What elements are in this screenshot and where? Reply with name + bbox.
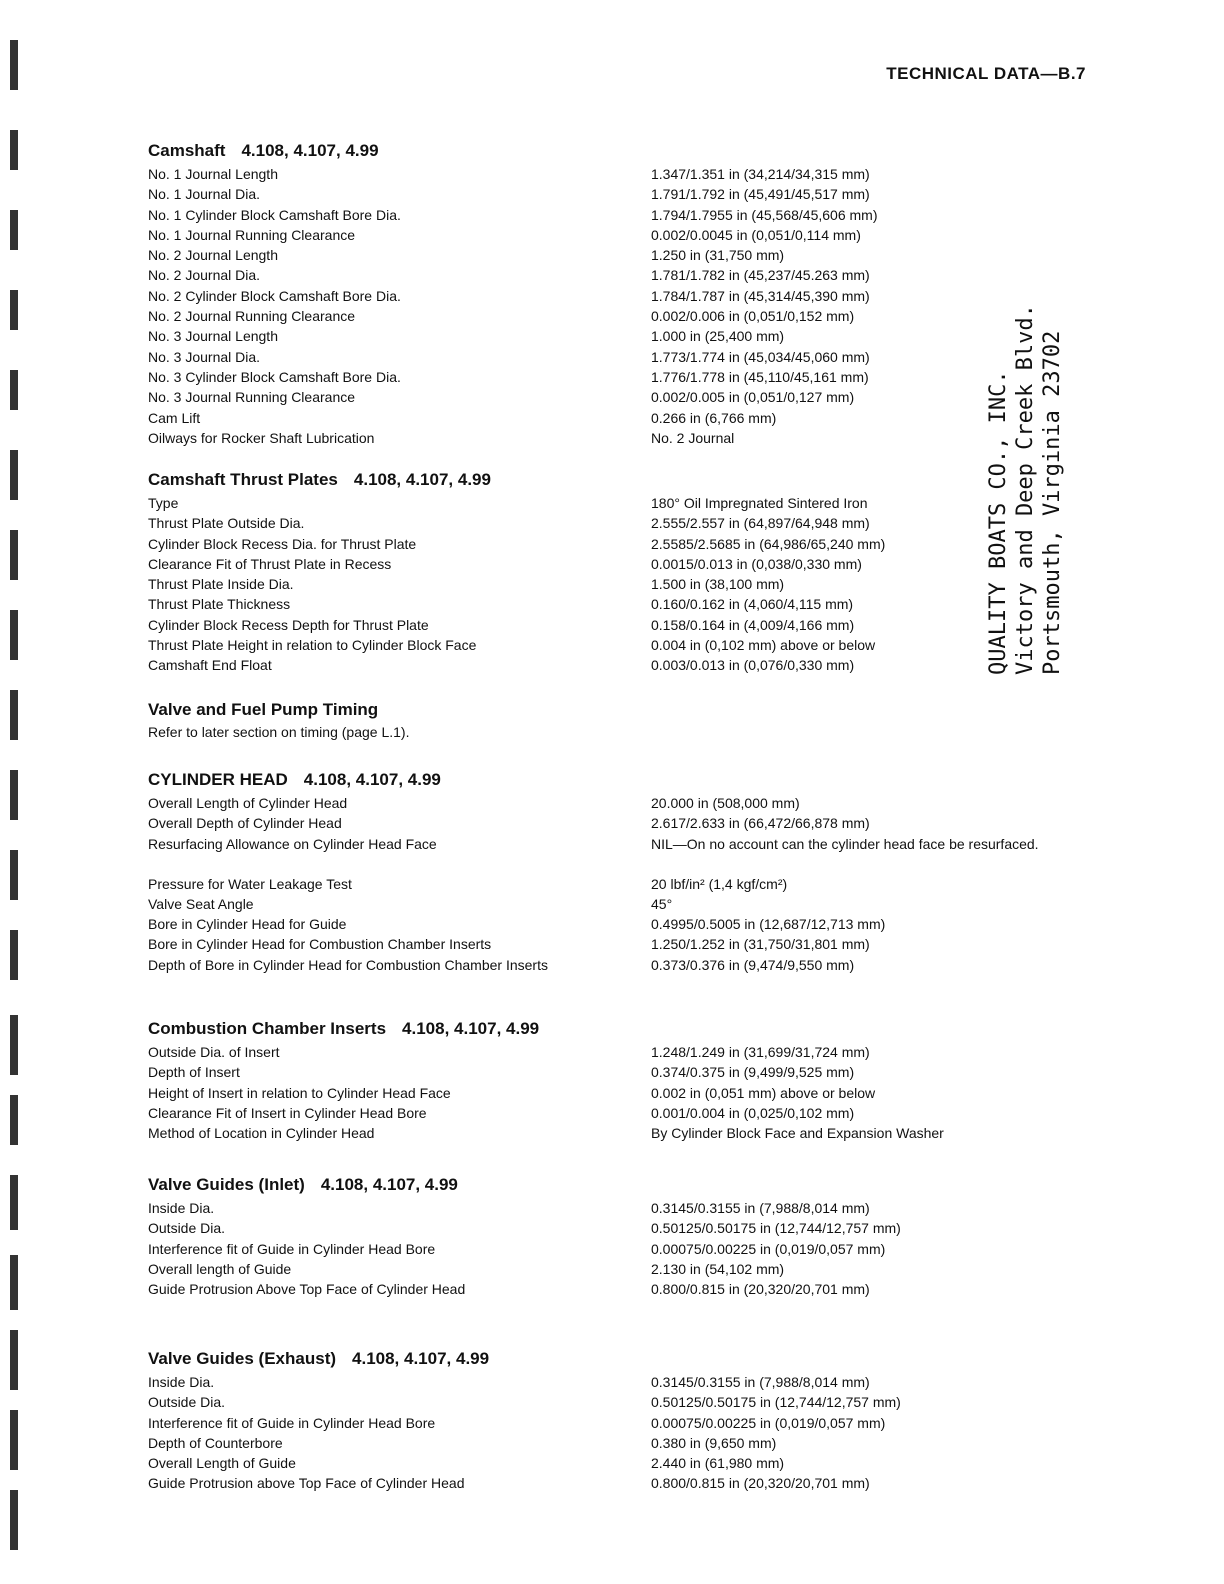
- spec-rows: [148, 493, 1108, 676]
- spec-value: 0.002/0.005 in (0,051/0,127 mm): [651, 389, 855, 406]
- spec-row: [148, 387, 1108, 407]
- spec-value: 0.160/0.162 in (4,060/4,115 mm): [651, 596, 854, 613]
- spec-row: [148, 1042, 1108, 1062]
- spec-value: 0.800/0.815 in (20,320/20,701 mm): [651, 1281, 870, 1298]
- spec-label: Oilways for Rocker Shaft Lubrication: [148, 429, 375, 446]
- spec-value: 0.158/0.164 in (4,009/4,166 mm): [651, 616, 855, 633]
- spec-label: Thrust Plate Thickness: [148, 596, 291, 613]
- section-camshaft: [148, 138, 1108, 448]
- page-header: TECHNICAL DATA—B.7: [886, 64, 1086, 83]
- spec-label: Interference fit of Guide in Cylinder Head Bore: [148, 1414, 436, 1431]
- section-valve-guides-inlet: [148, 1172, 1108, 1319]
- spec-value: 1.250 in (31,750 mm): [651, 247, 785, 264]
- spec-value: 2.617/2.633 in (66,472/66,878 mm): [651, 815, 870, 832]
- spec-value: 180° Oil Impregnated Sintered Iron: [651, 495, 868, 511]
- spec-value: 1.248/1.249 in (31,699/31,724 mm): [651, 1044, 870, 1060]
- section-camshaft-thrust-plates: [148, 467, 1108, 676]
- spec-value: 0.004 in (0,102 mm) above or below: [651, 637, 876, 654]
- spec-label: Inside Dia.: [148, 1200, 215, 1216]
- spec-value: 1.000 in (25,400 mm): [651, 328, 785, 345]
- spec-label: Pressure for Water Leakage Test: [148, 875, 352, 892]
- scan-margin-mark: [10, 930, 18, 980]
- stamp-line: Victory and Deep Creek Blvd.: [1013, 304, 1038, 675]
- spec-label: Bore in Cylinder Head for Guide: [148, 916, 347, 933]
- spec-value: 0.3145/0.3155 in (7,988/8,014 mm): [651, 1374, 870, 1390]
- spec-value: 1.773/1.774 in (45,034/45,060 mm): [651, 348, 870, 365]
- spec-value: 45°: [651, 895, 673, 912]
- spec-label: Outside Dia.: [148, 1394, 226, 1411]
- spec-row: [148, 554, 1108, 574]
- spec-label: Inside Dia.: [148, 1374, 215, 1390]
- section-models: 4.108, 4.107, 4.99: [320, 1175, 458, 1194]
- section-cylinder-head: [148, 767, 1108, 995]
- spec-row: [148, 894, 1108, 914]
- spec-rows: [148, 793, 1108, 995]
- scan-margin-mark: [10, 1095, 18, 1145]
- spec-value: 0.800/0.815 in (20,320/20,701 mm): [651, 1475, 870, 1492]
- spec-row: [148, 1259, 1108, 1279]
- spec-value: 0.002 in (0,051 mm) above or below: [651, 1084, 876, 1101]
- spec-label: Camshaft End Float: [148, 657, 272, 674]
- scan-margin-mark: [10, 1015, 18, 1075]
- spec-label: No. 1 Journal Length: [148, 166, 278, 182]
- spec-row: [148, 955, 1108, 995]
- spec-row: [148, 1413, 1108, 1433]
- spec-value: NIL—On no account can the cylinder head face be resurfaced.: [651, 835, 1039, 852]
- section-valve-guides-exhaust: [148, 1346, 1108, 1494]
- section-title: [148, 138, 1108, 164]
- spec-label: No. 3 Journal Length: [148, 328, 278, 345]
- spec-row: [148, 1372, 1108, 1392]
- spec-value: 0.380 in (9,650 mm): [651, 1434, 777, 1451]
- spec-row: [148, 1453, 1108, 1473]
- spec-row: [148, 874, 1108, 894]
- spec-label: No. 2 Journal Dia.: [148, 267, 261, 284]
- spec-row: [148, 1103, 1108, 1123]
- spec-label: No. 2 Journal Length: [148, 247, 278, 264]
- spec-label: Bore in Cylinder Head for Combustion Chamber Inserts: [148, 936, 492, 953]
- scan-margin-mark: [10, 850, 18, 900]
- section-title-text: Valve Guides (Exhaust): [148, 1349, 337, 1368]
- spec-value: 1.776/1.778 in (45,110/45,161 mm): [651, 368, 869, 385]
- spec-label: Cylinder Block Recess Dia. for Thrust Plate: [148, 535, 417, 552]
- spec-row: [148, 286, 1108, 306]
- spec-row: [148, 635, 1108, 655]
- spec-row: [148, 1392, 1108, 1412]
- spec-row: [148, 164, 1108, 184]
- spec-value: 2.440 in (61,980 mm): [651, 1455, 785, 1472]
- spec-label: Height of Insert in relation to Cylinder Head Face: [148, 1084, 451, 1101]
- spec-row: [148, 1473, 1108, 1493]
- spec-label: Cylinder Block Recess Depth for Thrust Plate: [148, 616, 429, 633]
- spec-row: [148, 347, 1108, 367]
- spec-value: 0.3145/0.3155 in (7,988/8,014 mm): [651, 1200, 870, 1216]
- spec-label: Overall Depth of Cylinder Head: [148, 815, 342, 832]
- spec-label: Overall Length of Cylinder Head: [148, 795, 348, 811]
- spec-label: Interference fit of Guide in Cylinder Head Bore: [148, 1240, 436, 1257]
- spec-label: No. 3 Journal Dia.: [148, 348, 261, 365]
- spec-row: [148, 326, 1108, 346]
- spec-value: 0.266 in (6,766 mm): [651, 409, 777, 426]
- spec-value: 0.50125/0.50175 in (12,744/12,757 mm): [651, 1394, 901, 1411]
- section-title: [148, 1346, 1108, 1372]
- spec-rows: [148, 1372, 1108, 1494]
- scan-margin-mark: [10, 290, 18, 330]
- scan-margin-mark: [10, 1255, 18, 1310]
- spec-value: By Cylinder Block Face and Expansion Washer: [651, 1125, 944, 1142]
- spec-row: [148, 594, 1108, 614]
- spec-value: 2.130 in (54,102 mm): [651, 1260, 785, 1277]
- spec-row: [148, 1083, 1108, 1103]
- scan-margin-mark: [10, 1410, 18, 1470]
- spec-value: 1.781/1.782 in (45,237/45.263 mm): [651, 267, 870, 284]
- scan-margin-mark: [10, 210, 18, 250]
- spec-label: Guide Protrusion Above Top Face of Cylinder Head: [148, 1281, 466, 1298]
- spec-value: 0.50125/0.50175 in (12,744/12,757 mm): [651, 1220, 901, 1237]
- scan-margin-mark: [10, 530, 18, 580]
- spec-row: [148, 655, 1108, 675]
- scan-margin-mark: [10, 1490, 18, 1550]
- spec-row: [148, 813, 1108, 833]
- spec-value: 20 lbf/in² (1,4 kgf/cm²): [651, 875, 788, 892]
- section-title: [148, 697, 1108, 723]
- spec-row: [148, 1433, 1108, 1453]
- spec-row: [148, 793, 1108, 813]
- spec-value: 1.794/1.7955 in (45,568/45,606 mm): [651, 206, 878, 223]
- section-title-text: Camshaft Thrust Plates: [148, 470, 338, 489]
- section-models: 4.108, 4.107, 4.99: [353, 470, 491, 489]
- spec-value: 0.00075/0.00225 in (0,019/0,057 mm): [651, 1414, 886, 1431]
- section-title: [148, 1016, 1108, 1042]
- spec-value: 0.374/0.375 in (9,499/9,525 mm): [651, 1064, 855, 1081]
- section-title: [148, 467, 1108, 493]
- spec-label: Overall length of Guide: [148, 1260, 292, 1277]
- section-note: Refer to later section on timing (page L.1).: [148, 724, 410, 740]
- spec-value: 2.555/2.557 in (64,897/64,948 mm): [651, 515, 870, 532]
- spec-label: Overall Length of Guide: [148, 1455, 296, 1472]
- spec-rows: [148, 1198, 1108, 1319]
- spec-label: Thrust Plate Outside Dia.: [148, 515, 305, 532]
- section-title-text: Camshaft: [148, 141, 226, 160]
- spec-row: [148, 408, 1108, 428]
- spec-row: [148, 1218, 1108, 1238]
- scan-margin-mark: [10, 770, 18, 820]
- section-valve-fuel-pump-timing: [148, 697, 1108, 741]
- spec-value: 0.002/0.0045 in (0,051/0,114 mm): [651, 226, 861, 243]
- spec-row: [148, 245, 1108, 265]
- spec-label: Clearance Fit of Insert in Cylinder Head Bore: [148, 1104, 427, 1121]
- spec-value: 1.347/1.351 in (34,214/34,315 mm): [651, 166, 870, 182]
- section-title: [148, 767, 1108, 793]
- spec-row: [148, 184, 1108, 204]
- spec-label: No. 2 Cylinder Block Camshaft Bore Dia.: [148, 287, 401, 304]
- spec-label: No. 1 Journal Dia.: [148, 186, 261, 203]
- section-models: 4.108, 4.107, 4.99: [402, 1019, 540, 1038]
- spec-row: [148, 1198, 1108, 1218]
- spec-label: Resurfacing Allowance on Cylinder Head Face: [148, 835, 437, 852]
- spec-value: 1.784/1.787 in (45,314/45,390 mm): [651, 287, 870, 304]
- spec-row: [148, 1279, 1108, 1319]
- scan-margin-mark: [10, 690, 18, 740]
- spec-row: [148, 834, 1108, 874]
- scan-margin-mark: [10, 610, 18, 660]
- spec-label: Type: [148, 495, 179, 511]
- spec-row: [148, 205, 1108, 225]
- spec-label: Guide Protrusion above Top Face of Cylinder Head: [148, 1475, 465, 1492]
- spec-row: [148, 428, 1108, 448]
- spec-value: No. 2 Journal: [651, 429, 735, 446]
- spec-row: [148, 225, 1108, 245]
- spec-row: [148, 574, 1108, 594]
- spec-row: [148, 914, 1108, 934]
- spec-label: No. 1 Cylinder Block Camshaft Bore Dia.: [148, 206, 401, 223]
- section-combustion-chamber-inserts: [148, 1016, 1108, 1143]
- spec-row: [148, 1239, 1108, 1259]
- spec-label: Method of Location in Cylinder Head: [148, 1125, 375, 1142]
- spec-row: [148, 513, 1108, 533]
- section-title: [148, 1172, 1108, 1198]
- scan-margin-mark: [10, 1175, 18, 1230]
- spec-row: [148, 534, 1108, 554]
- dealer-stamp: [980, 300, 1080, 680]
- spec-label: No. 2 Journal Running Clearance: [148, 308, 356, 325]
- spec-value: 20.000 in (508,000 mm): [651, 795, 800, 811]
- section-models: 4.108, 4.107, 4.99: [241, 141, 379, 160]
- spec-value: 1.250/1.252 in (31,750/31,801 mm): [651, 936, 870, 953]
- spec-label: Depth of Insert: [148, 1064, 240, 1081]
- spec-rows: [148, 1042, 1108, 1143]
- spec-label: Depth of Bore in Cylinder Head for Combustion Chamber Inserts: [148, 956, 548, 973]
- section-title-text: Combustion Chamber Inserts: [148, 1019, 387, 1038]
- section-title-text: Valve and Fuel Pump Timing: [148, 700, 379, 719]
- spec-label: No. 3 Journal Running Clearance: [148, 389, 356, 406]
- spec-row: [148, 615, 1108, 635]
- spec-label: Valve Seat Angle: [148, 895, 254, 912]
- spec-row: [148, 265, 1108, 285]
- spec-label: Clearance Fit of Thrust Plate in Recess: [148, 555, 392, 572]
- scan-margin-mark: [10, 130, 18, 170]
- spec-value: 0.002/0.006 in (0,051/0,152 mm): [651, 308, 855, 325]
- scan-margin-mark: [10, 1330, 18, 1390]
- spec-row: [148, 306, 1108, 326]
- spec-label: Thrust Plate Inside Dia.: [148, 576, 294, 593]
- spec-value: 1.500 in (38,100 mm): [651, 576, 785, 593]
- section-models: 4.108, 4.107, 4.99: [352, 1349, 490, 1368]
- spec-value: 2.5585/2.5685 in (64,986/65,240 mm): [651, 535, 886, 552]
- spec-label: Depth of Counterbore: [148, 1434, 283, 1451]
- section-title-text: Valve Guides (Inlet): [148, 1175, 305, 1194]
- spec-label: Outside Dia. of Insert: [148, 1044, 280, 1060]
- spec-value: 0.373/0.376 in (9,474/9,550 mm): [651, 956, 855, 973]
- spec-value: 0.0015/0.013 in (0,038/0,330 mm): [651, 555, 862, 572]
- spec-value: 0.00075/0.00225 in (0,019/0,057 mm): [651, 1240, 886, 1257]
- spec-label: No. 3 Cylinder Block Camshaft Bore Dia.: [148, 368, 401, 385]
- spec-value: 0.003/0.013 in (0,076/0,330 mm): [651, 657, 855, 674]
- stamp-line: Portsmouth, Virginia 23702: [1040, 330, 1065, 675]
- spec-label: Outside Dia.: [148, 1220, 226, 1237]
- scan-margin-mark: [10, 370, 18, 410]
- spec-label: Cam Lift: [148, 409, 201, 426]
- scan-margin-mark: [10, 450, 18, 500]
- stamp-line: QUALITY BOATS CO., INC.: [986, 370, 1011, 675]
- spec-label: Thrust Plate Height in relation to Cylinder Block Face: [148, 637, 477, 654]
- spec-rows: [148, 164, 1108, 448]
- section-models: 4.108, 4.107, 4.99: [303, 770, 441, 789]
- section-title-text: CYLINDER HEAD: [148, 770, 288, 789]
- spec-row: [148, 1062, 1108, 1082]
- spec-value: 0.001/0.004 in (0,025/0,102 mm): [651, 1104, 855, 1121]
- spec-row: [148, 493, 1108, 513]
- spec-label: No. 1 Journal Running Clearance: [148, 226, 356, 243]
- spec-row: [148, 367, 1108, 387]
- scan-margin-mark: [10, 40, 18, 90]
- spec-value: 1.791/1.792 in (45,491/45,517 mm): [651, 186, 870, 203]
- spec-row: [148, 934, 1108, 954]
- spec-value: 0.4995/0.5005 in (12,687/12,713 mm): [651, 916, 886, 933]
- spec-row: [148, 1123, 1108, 1143]
